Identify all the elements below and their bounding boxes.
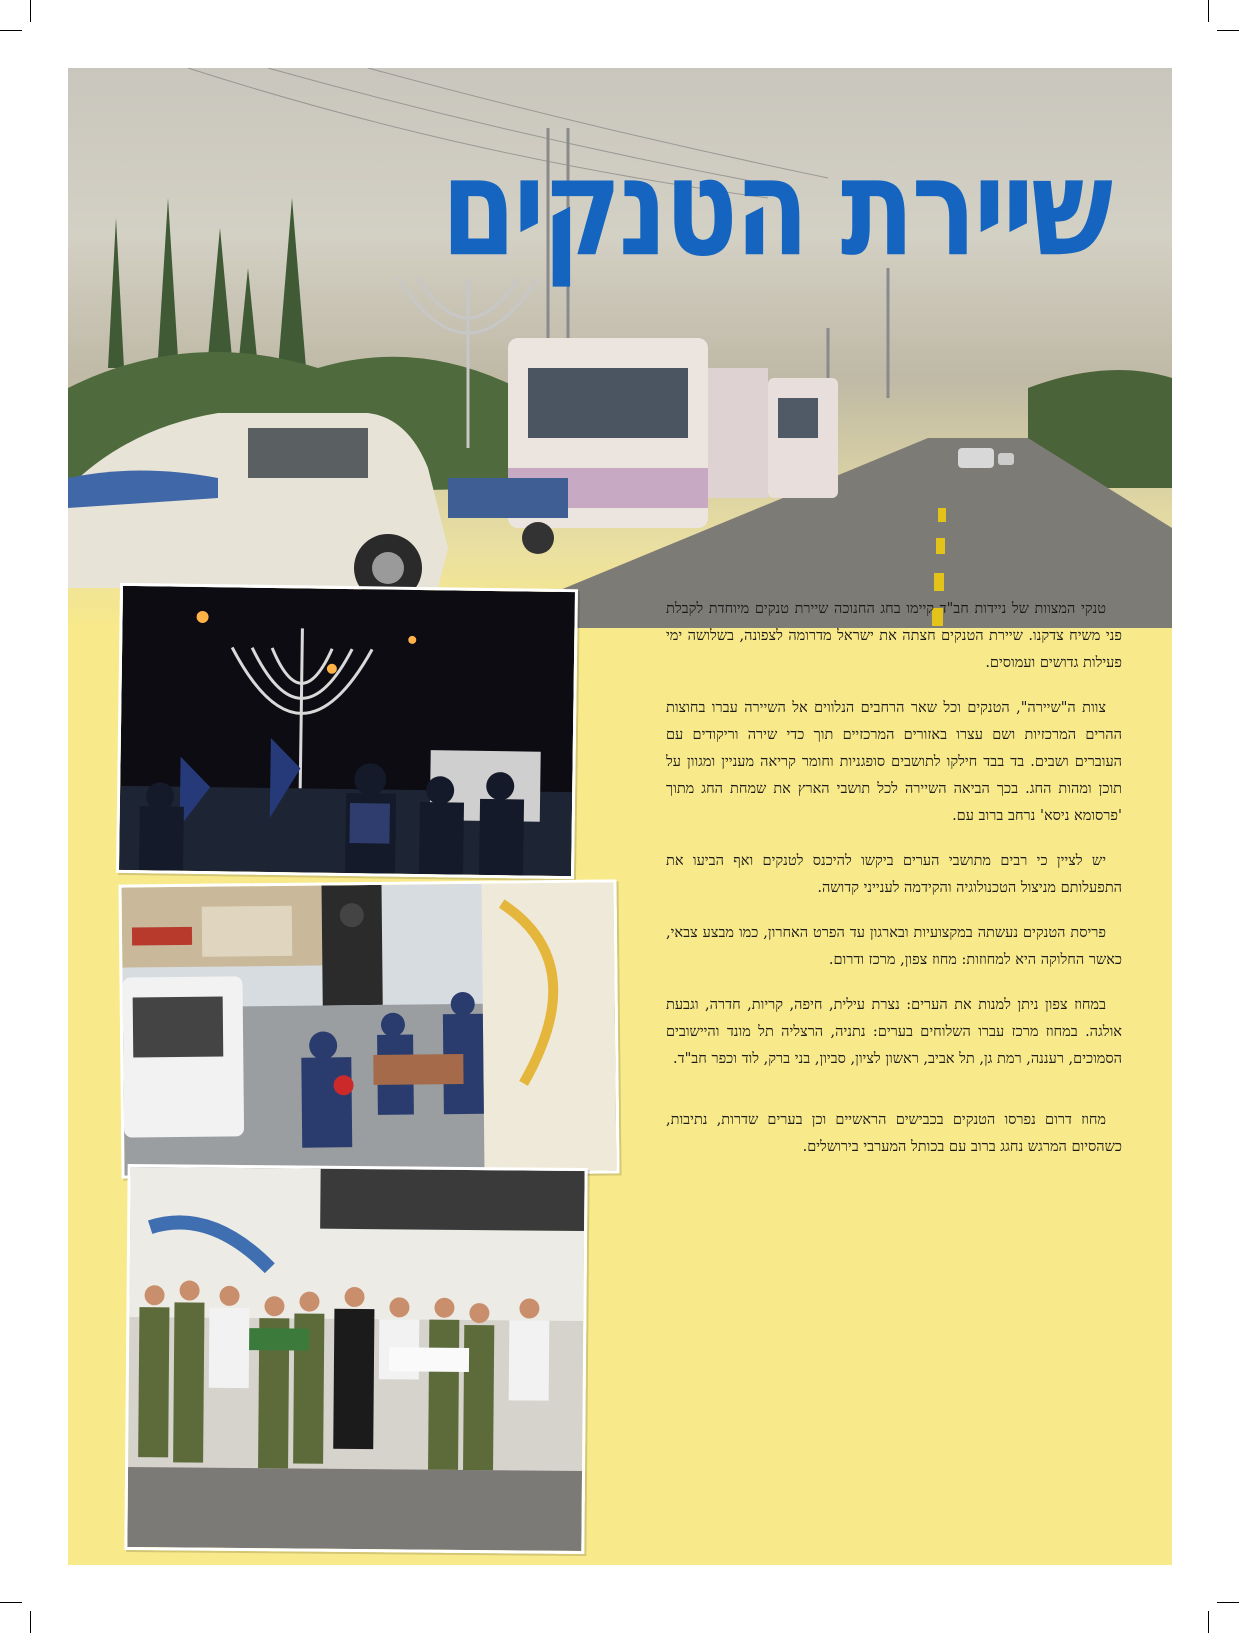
crop-mark <box>1217 1602 1239 1603</box>
photo-menorah-night <box>116 583 578 879</box>
hero-photo <box>68 68 1172 628</box>
crop-mark <box>30 1611 31 1633</box>
crop-mark <box>1217 30 1239 31</box>
photo-street-distribution <box>118 879 619 1178</box>
article-paragraph: מחוז דרום נפרסו הטנקים בכבישים הראשיים וכן בערים שדרות, נתיבות, כשהסיום המרגש נחגג ברוב עם בכותל המערבי בירושלים. <box>666 1112 1122 1155</box>
article-paragraph: יש לציין כי רבים מתושבי הערים ביקשו להיכנס לטנקים ואף הביעו את התפעלותם מניצול הטכנולוגיה והקידמה לענייני קדושה. <box>666 853 1122 896</box>
photo-soldiers-group <box>124 1164 587 1554</box>
article-paragraph: טנקי המצוות של ניידות חב"ד קיימו בחג החנוכה שיירת טנקים מיוחדת לקבלת פני משיח צדקנו. שיירת הטנקים חצתה את ישראל מדרומה לצפונה, בשלושה ימי פעילות גדושים ועמוסים. <box>666 601 1122 671</box>
crop-mark <box>1208 1611 1209 1633</box>
article-body <box>666 596 1122 1179</box>
crop-mark <box>1208 0 1209 22</box>
crop-mark <box>0 30 22 31</box>
article-paragraph: פריסת הטנקים נעשתה במקצועיות ובארגון עד הפרט האחרון, כמו מבצע צבאי, כאשר החלוקה היא למחוזות: מחוז צפון, מרכז ודרום. <box>666 925 1122 968</box>
article-paragraph: במחוז צפון ניתן למנות את הערים: נצרת עילית, חיפה, קריות, חדרה, וגבעת אולגה. במחוז מרכז עברו השלוחים בערים: נתניה, הרצליה תל מונד והיישובים הסמוכים, רעננה, רמת גן, תל אביב, ראשון לציון, סביון, בני ברק, לוד וכפר חב"ד. <box>666 997 1122 1067</box>
crop-mark <box>30 0 31 22</box>
magazine-page <box>68 68 1172 1565</box>
page-title: שיירת הטנקים <box>441 130 1110 287</box>
crop-mark <box>0 1602 22 1603</box>
article-paragraph: צוות ה"שיירה", הטנקים וכל שאר הרחבים הנלווים אל השיירה עברו בחוצות ההרים המרכזיות ושם עצרו באזורים המרכזיים תוך כדי שירה וריקודים עם העוברים ושבים. בד בבד חילקו לתושבים סופגניות וחומר קריאה מעניין ומגוון על תוכן ומהות החג. בכך הביאה השיירה לכל תושבי הארץ את שמחת החג מתוך 'פרסומא ניסא' נרחב ברוב עם. <box>666 700 1122 824</box>
